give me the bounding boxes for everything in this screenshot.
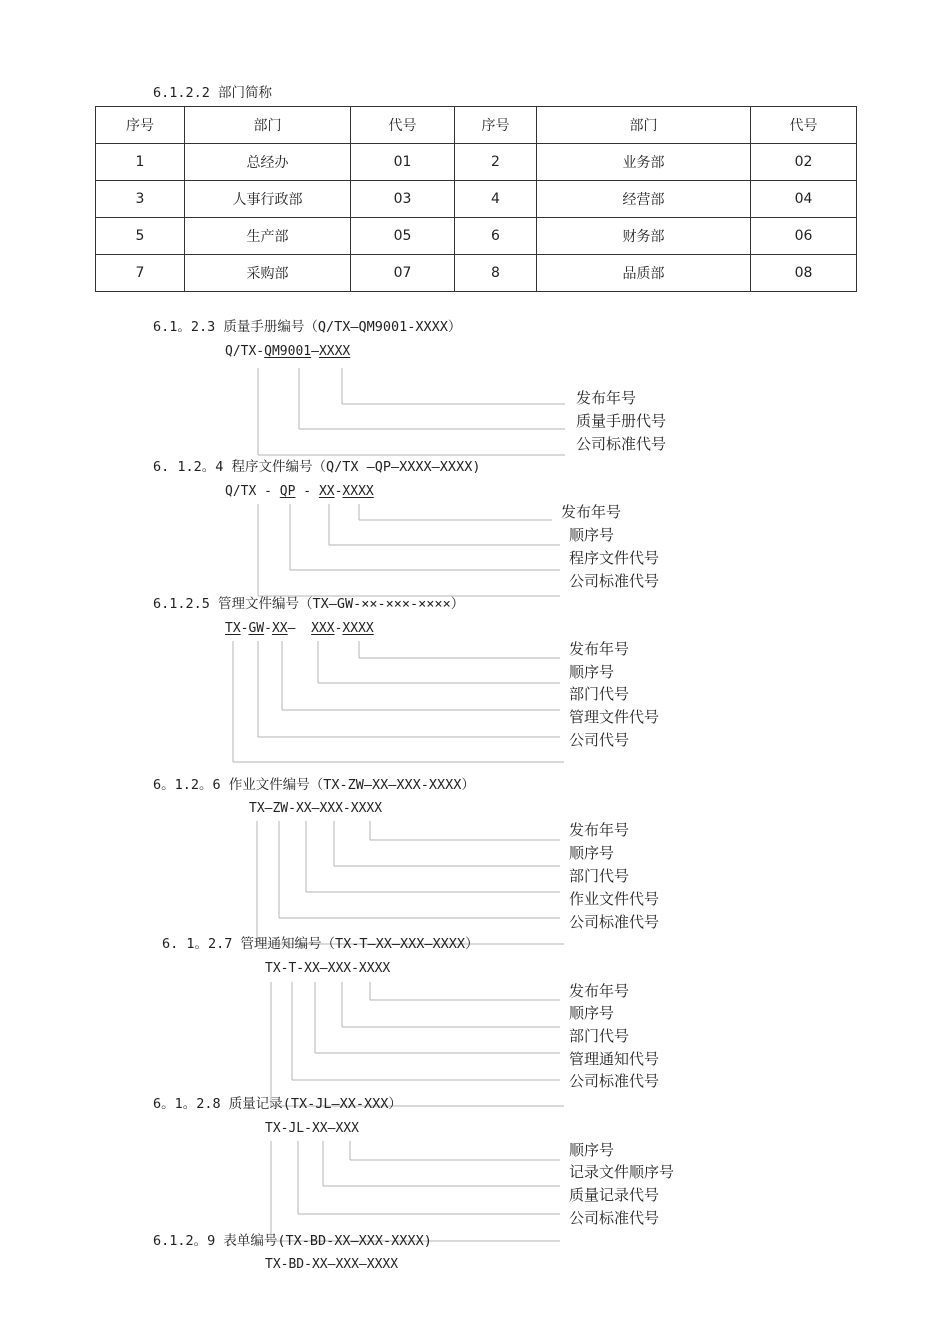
- code-626: TX—ZW-XX—XXX-XXXX: [249, 801, 383, 816]
- code-part: XXXX: [318, 344, 351, 359]
- label-company-standard-code: 公司标准代号: [569, 913, 660, 931]
- code-625: [225, 622, 374, 635]
- label-publish-year: 发布年号: [561, 503, 622, 521]
- code-part: -: [334, 484, 343, 499]
- header-cell: 序号: [455, 107, 537, 144]
- label-procedure-file-code: 程序文件代号: [569, 549, 660, 567]
- table-cell: 8: [455, 255, 537, 292]
- table-cell: 7: [96, 255, 185, 292]
- label-publish-year: 发布年号: [576, 389, 637, 407]
- code-part: -: [264, 621, 272, 636]
- section-title-629: 6.1.2。9 表单编号(TX-BD-XX—XXX-XXXX): [153, 1233, 432, 1249]
- table-cell: 品质部: [537, 255, 751, 292]
- label-quality-record-code: 质量记录代号: [569, 1186, 660, 1204]
- label-company-standard-code: 公司标准代号: [569, 572, 660, 590]
- label-company-standard-code: 公司标准代号: [576, 435, 667, 453]
- table-cell: 04: [751, 181, 857, 218]
- table-cell: 1: [96, 144, 185, 181]
- code-part: Q/TX-: [225, 344, 265, 359]
- label-publish-year: 发布年号: [569, 640, 630, 658]
- label-company-code: 公司代号: [569, 731, 630, 749]
- code-part: XXX: [311, 621, 335, 636]
- label-management-file-code: 管理文件代号: [569, 708, 660, 726]
- table-cell: 生产部: [185, 218, 351, 255]
- table-cell: 2: [455, 144, 537, 181]
- section-title-622: 6.1.2.2 部门简称: [153, 85, 273, 101]
- code-part: -: [240, 621, 249, 636]
- header-cell: 代号: [351, 107, 455, 144]
- table-cell: 5: [96, 218, 185, 255]
- code-part: —: [287, 621, 312, 636]
- table-cell: 人事行政部: [185, 181, 351, 218]
- label-sequence-no: 顺序号: [569, 663, 615, 681]
- section-title-624: 6. 1.2。4 程序文件编号（Q/TX —QP—XXXX—XXXX): [153, 459, 481, 475]
- code-part: -: [334, 621, 343, 636]
- code-part: —: [311, 344, 319, 359]
- header-cell: 序号: [96, 107, 185, 144]
- table-cell: 05: [351, 218, 455, 255]
- table-cell: 03: [351, 181, 455, 218]
- label-sequence-no: 顺序号: [569, 1141, 615, 1159]
- code-part: QM9001: [264, 344, 312, 359]
- label-work-file-code: 作业文件代号: [569, 890, 660, 908]
- label-publish-year: 发布年号: [569, 821, 630, 839]
- table-cell: 02: [751, 144, 857, 181]
- code-part: GW: [248, 621, 265, 636]
- table-cell: 总经办: [185, 144, 351, 181]
- section-title-627: 6. 1。2.7 管理通知编号（TX-T—XX—XXX—XXXX）: [162, 936, 479, 952]
- table-cell: 财务部: [537, 218, 751, 255]
- header-cell: 部门: [537, 107, 751, 144]
- header-cell: 部门: [185, 107, 351, 144]
- table-cell: 07: [351, 255, 455, 292]
- table-cell: 4: [455, 181, 537, 218]
- code-part: Q/TX -: [225, 484, 280, 499]
- label-company-standard-code: 公司标准代号: [569, 1072, 660, 1090]
- code-part: XXXX: [342, 621, 374, 636]
- section-title-623: 6.1。2.3 质量手册编号（Q/TX—QM9001-XXXX）: [153, 319, 462, 335]
- header-cell: 代号: [751, 107, 857, 144]
- code-part: XXXX: [342, 484, 374, 499]
- table-cell: 6: [455, 218, 537, 255]
- code-624: [225, 485, 374, 498]
- section-title-625: 6.1.2.5 管理文件编号（TX—GW-××-×××-××××）: [153, 596, 465, 612]
- code-part: QP: [279, 484, 296, 499]
- code-part: TX: [225, 621, 241, 636]
- table-cell: 08: [751, 255, 857, 292]
- label-publish-year: 发布年号: [569, 982, 630, 1000]
- code-part: XX: [318, 484, 335, 499]
- table-cell: 经营部: [537, 181, 751, 218]
- table-cell: 06: [751, 218, 857, 255]
- label-sequence-no: 顺序号: [569, 1004, 615, 1022]
- label-department-code: 部门代号: [569, 685, 630, 703]
- table-cell: 3: [96, 181, 185, 218]
- section-title-626: 6。1.2。6 作业文件编号（TX-ZW—XX—XXX-XXXX）: [153, 777, 475, 793]
- table-cell: 采购部: [185, 255, 351, 292]
- label-department-code: 部门代号: [569, 867, 630, 885]
- label-record-file-sequence-no: 记录文件顺序号: [569, 1163, 675, 1181]
- section-title-628: 6。1。2.8 质量记录(TX-JL—XX-XXX）: [153, 1096, 402, 1112]
- label-sequence-no: 顺序号: [569, 526, 615, 544]
- code-623: [225, 345, 350, 358]
- code-627: TX-T-XX—XXX-XXXX: [265, 961, 391, 976]
- label-department-code: 部门代号: [569, 1027, 630, 1045]
- code-part: XX: [271, 621, 288, 636]
- table-cell: 业务部: [537, 144, 751, 181]
- code-628: TX-JL-XX—XXX: [265, 1121, 359, 1136]
- label-company-standard-code: 公司标准代号: [569, 1209, 660, 1227]
- label-quality-manual-code: 质量手册代号: [576, 412, 667, 430]
- table-cell: 01: [351, 144, 455, 181]
- label-sequence-no: 顺序号: [569, 844, 615, 862]
- label-management-notice-code: 管理通知代号: [569, 1050, 660, 1068]
- code-part: -: [295, 484, 319, 499]
- code-629: TX-BD-XX—XXX—XXXX: [265, 1257, 399, 1272]
